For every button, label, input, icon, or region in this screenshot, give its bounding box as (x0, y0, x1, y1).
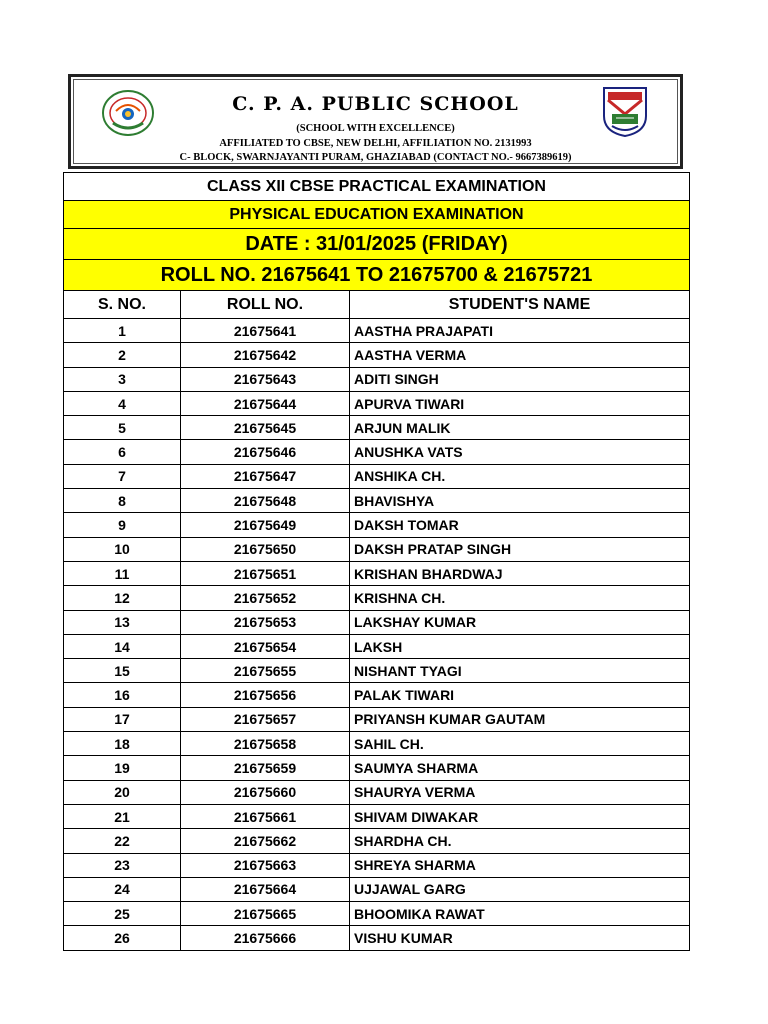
table-row (64, 829, 690, 853)
table-row (64, 683, 690, 707)
exam-title: CLASS XII CBSE PRACTICAL EXAMINATION (64, 173, 690, 201)
cell-sno: 14 (64, 634, 181, 658)
cell-roll: 21675649 (181, 513, 350, 537)
cell-roll: 21675657 (181, 707, 350, 731)
cell-sno: 25 (64, 902, 181, 926)
cell-sno: 11 (64, 561, 181, 585)
cell-sno: 1 (64, 319, 181, 343)
cell-roll: 21675654 (181, 634, 350, 658)
cell-sno: 4 (64, 391, 181, 415)
exam-subject-row (64, 201, 690, 229)
cell-sno: 3 (64, 367, 181, 391)
cell-student-name: ADITI SINGH (350, 367, 690, 391)
table-row (64, 440, 690, 464)
cell-sno: 10 (64, 537, 181, 561)
cell-roll: 21675647 (181, 464, 350, 488)
cell-student-name: KRISHAN BHARDWAJ (350, 561, 690, 585)
cell-sno: 15 (64, 659, 181, 683)
table-row (64, 343, 690, 367)
cell-sno: 26 (64, 926, 181, 950)
cell-sno: 5 (64, 416, 181, 440)
table-row (64, 513, 690, 537)
cell-student-name: SHAURYA VERMA (350, 780, 690, 804)
table-row (64, 756, 690, 780)
cell-sno: 23 (64, 853, 181, 877)
school-name: C. P. A. PUBLIC SCHOOL (232, 93, 519, 115)
table-body (64, 319, 690, 951)
cell-roll: 21675644 (181, 391, 350, 415)
cell-student-name: ANUSHKA VATS (350, 440, 690, 464)
header-roll: ROLL NO. (181, 291, 350, 319)
cell-roll: 21675664 (181, 877, 350, 901)
cell-student-name: SAUMYA SHARMA (350, 756, 690, 780)
table-row (64, 489, 690, 513)
cell-roll: 21675646 (181, 440, 350, 464)
cell-student-name: LAKSHAY KUMAR (350, 610, 690, 634)
cell-roll: 21675666 (181, 926, 350, 950)
cell-student-name: BHAVISHYA (350, 489, 690, 513)
cell-roll: 21675652 (181, 586, 350, 610)
exam-date: DATE : 31/01/2025 (FRIDAY) (64, 229, 690, 260)
cell-sno: 18 (64, 732, 181, 756)
cell-student-name: SHARDHA CH. (350, 829, 690, 853)
school-crest-icon (598, 84, 652, 138)
cell-sno: 12 (64, 586, 181, 610)
table-row (64, 561, 690, 585)
table-row (64, 877, 690, 901)
cell-student-name: NISHANT TYAGI (350, 659, 690, 683)
cell-student-name: ARJUN MALIK (350, 416, 690, 440)
cell-roll: 21675663 (181, 853, 350, 877)
cell-roll: 21675660 (181, 780, 350, 804)
cell-student-name: DAKSH TOMAR (350, 513, 690, 537)
cell-roll: 21675656 (181, 683, 350, 707)
cell-sno: 13 (64, 610, 181, 634)
cell-student-name: SHIVAM DIWAKAR (350, 804, 690, 828)
roll-range-row (64, 260, 690, 291)
table-row (64, 804, 690, 828)
cell-student-name: KRISHNA CH. (350, 586, 690, 610)
cell-roll: 21675655 (181, 659, 350, 683)
cell-sno: 16 (64, 683, 181, 707)
cell-roll: 21675665 (181, 902, 350, 926)
exam-date-row (64, 229, 690, 260)
cell-roll: 21675641 (181, 319, 350, 343)
table-row (64, 391, 690, 415)
cell-roll: 21675658 (181, 732, 350, 756)
table-row (64, 707, 690, 731)
table-row (64, 319, 690, 343)
cell-student-name: DAKSH PRATAP SINGH (350, 537, 690, 561)
cell-student-name: LAKSH (350, 634, 690, 658)
cell-student-name: AASTHA VERMA (350, 343, 690, 367)
school-affiliation: AFFILIATED TO CBSE, NEW DELHI, AFFILIATION NO. 2131993 (219, 138, 532, 149)
table-row (64, 780, 690, 804)
cell-sno: 6 (64, 440, 181, 464)
cell-student-name: APURVA TIWARI (350, 391, 690, 415)
cell-student-name: VISHU KUMAR (350, 926, 690, 950)
cell-sno: 17 (64, 707, 181, 731)
cell-sno: 2 (64, 343, 181, 367)
school-address: C- BLOCK, SWARNJAYANTI PURAM, GHAZIABAD (CONTACT NO.- 9667389619) (179, 152, 572, 163)
cell-roll: 21675651 (181, 561, 350, 585)
cell-sno: 8 (64, 489, 181, 513)
cell-student-name: ANSHIKA CH. (350, 464, 690, 488)
cell-roll: 21675643 (181, 367, 350, 391)
cell-roll: 21675662 (181, 829, 350, 853)
letterhead (68, 74, 683, 169)
roll-range: ROLL NO. 21675641 TO 21675700 & 21675721 (64, 260, 690, 291)
exam-subject: PHYSICAL EDUCATION EXAMINATION (64, 201, 690, 229)
cell-roll: 21675648 (181, 489, 350, 513)
exam-roll-table (63, 172, 690, 951)
cell-sno: 9 (64, 513, 181, 537)
cell-sno: 21 (64, 804, 181, 828)
table-row (64, 634, 690, 658)
table-row (64, 853, 690, 877)
cell-sno: 7 (64, 464, 181, 488)
header-sno: S. NO. (64, 291, 181, 319)
cell-roll: 21675645 (181, 416, 350, 440)
cell-student-name: PALAK TIWARI (350, 683, 690, 707)
cell-student-name: PRIYANSH KUMAR GAUTAM (350, 707, 690, 731)
table-row (64, 367, 690, 391)
table-row (64, 610, 690, 634)
cell-student-name: BHOOMIKA RAWAT (350, 902, 690, 926)
school-tagline: (SCHOOL WITH EXCELLENCE) (296, 123, 455, 134)
table-row (64, 659, 690, 683)
table-row (64, 732, 690, 756)
table-row (64, 416, 690, 440)
table-row (64, 537, 690, 561)
cell-roll: 21675650 (181, 537, 350, 561)
cell-roll: 21675653 (181, 610, 350, 634)
cell-sno: 22 (64, 829, 181, 853)
table-row (64, 464, 690, 488)
cell-student-name: AASTHA PRAJAPATI (350, 319, 690, 343)
cell-roll: 21675659 (181, 756, 350, 780)
cell-student-name: SHREYA SHARMA (350, 853, 690, 877)
cell-student-name: UJJAWAL GARG (350, 877, 690, 901)
cell-roll: 21675642 (181, 343, 350, 367)
cell-sno: 20 (64, 780, 181, 804)
table-header-row (64, 291, 690, 319)
cell-student-name: SAHIL CH. (350, 732, 690, 756)
exam-title-row (64, 173, 690, 201)
table-row (64, 902, 690, 926)
cell-sno: 24 (64, 877, 181, 901)
cell-sno: 19 (64, 756, 181, 780)
cell-roll: 21675661 (181, 804, 350, 828)
table-row (64, 926, 690, 950)
header-name: STUDENT'S NAME (350, 291, 690, 319)
table-row (64, 586, 690, 610)
